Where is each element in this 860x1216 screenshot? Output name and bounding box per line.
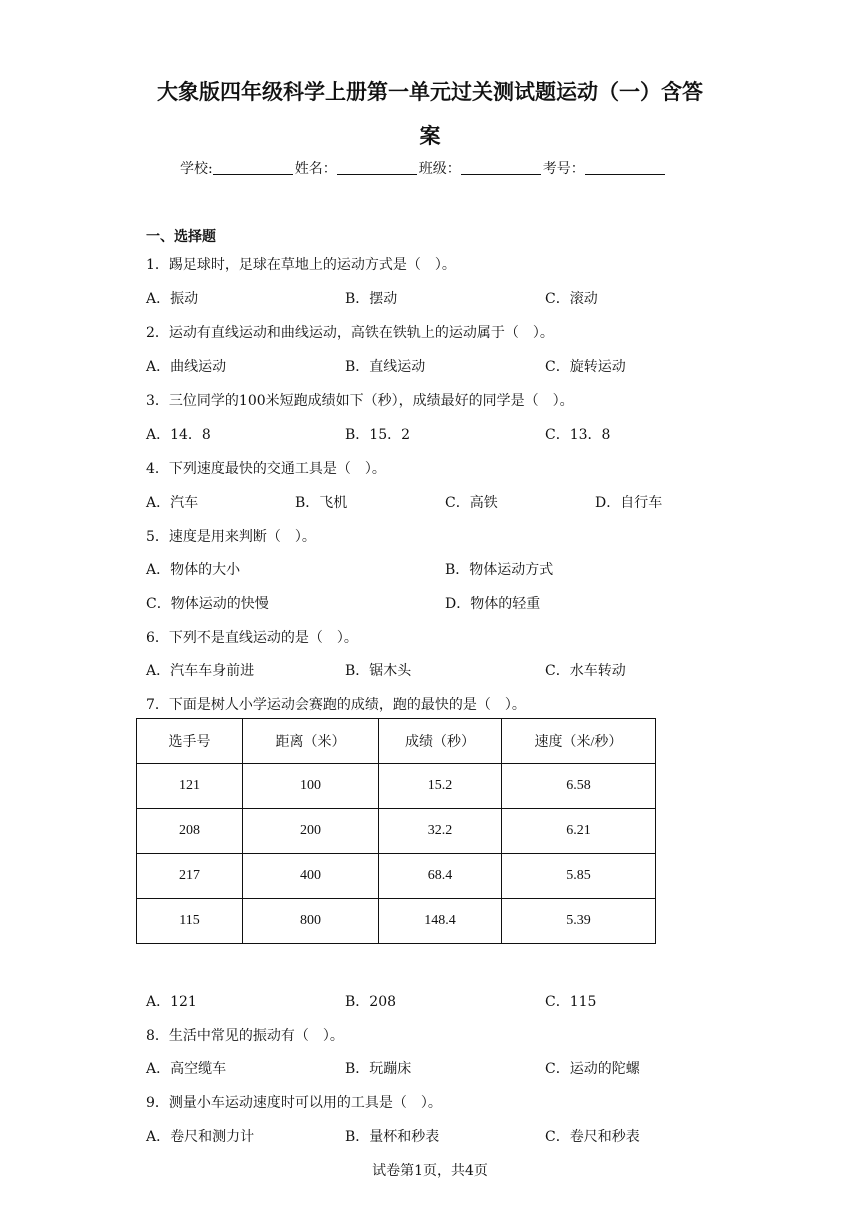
q9-option-b: B．量杯和秒表 bbox=[345, 1129, 440, 1145]
q9-option-c: C．卷尺和秒表 bbox=[545, 1129, 640, 1145]
q6-option-b: B．锯木头 bbox=[345, 663, 412, 679]
q2-option-c: C．旋转运动 bbox=[545, 359, 626, 375]
page-title-line2: 案 bbox=[419, 124, 441, 148]
table-cell: 15.2 bbox=[379, 764, 502, 809]
question-7: 7．下面是树人小学运动会赛跑的成绩，跑的最快的是（ ）。 bbox=[146, 697, 526, 713]
table-cell: 800 bbox=[243, 899, 379, 944]
table-cell: 121 bbox=[137, 764, 243, 809]
q4-option-b: B．飞机 bbox=[295, 495, 348, 511]
table-row bbox=[137, 899, 656, 944]
q7-option-c: C．115 bbox=[545, 994, 597, 1010]
q3-option-b: B．15．2 bbox=[345, 427, 411, 443]
q2-option-a: A．曲线运动 bbox=[146, 359, 227, 375]
q5-option-d: D．物体的轻重 bbox=[445, 596, 541, 612]
name-label: 姓名： bbox=[294, 161, 337, 177]
question-4: 4．下列速度最快的交通工具是（ ）。 bbox=[146, 461, 386, 477]
school-blank[interactable] bbox=[213, 160, 293, 175]
q5-option-a: A．物体的大小 bbox=[146, 562, 241, 578]
q6-option-c: C．水车转动 bbox=[545, 663, 626, 679]
q6-option-a: A．汽车车身前进 bbox=[146, 663, 255, 679]
table-cell: 200 bbox=[243, 809, 379, 854]
q1-option-b: B．摆动 bbox=[345, 291, 398, 307]
header-cell-player: 选手号 bbox=[137, 719, 243, 764]
q1-option-a: A．振动 bbox=[146, 291, 199, 307]
q1-option-c: C．滚动 bbox=[545, 291, 598, 307]
q8-option-b: B．玩蹦床 bbox=[345, 1061, 412, 1077]
page-footer: 试卷第1页，共4页 bbox=[372, 1163, 488, 1179]
question-9: 9．测量小车运动速度时可以用的工具是（ ）。 bbox=[146, 1095, 442, 1111]
page-title-line1: 大象版四年级科学上册第一单元过关测试题运动（一）含答 bbox=[157, 80, 703, 104]
q8-option-a: A．高空缆车 bbox=[146, 1061, 227, 1077]
question-5: 5．速度是用来判断（ ）。 bbox=[146, 529, 316, 545]
q5-option-c: C．物体运动的快慢 bbox=[146, 596, 269, 612]
q4-option-a: A．汽车 bbox=[146, 495, 199, 511]
table-cell: 217 bbox=[137, 854, 243, 899]
table-cell: 6.58 bbox=[502, 764, 656, 809]
student-info bbox=[180, 158, 667, 178]
header-cell-speed: 速度（米/秒） bbox=[502, 719, 656, 764]
table-cell: 68.4 bbox=[379, 854, 502, 899]
table-cell: 148.4 bbox=[379, 899, 502, 944]
question-2: 2．运动有直线运动和曲线运动，高铁在铁轨上的运动属于（ ）。 bbox=[146, 325, 554, 341]
table-row bbox=[137, 764, 656, 809]
q4-option-d: D．自行车 bbox=[595, 495, 663, 511]
question-1: 1．踢足球时，足球在草地上的运动方式是（ ）。 bbox=[146, 257, 456, 273]
q7-option-b: B．208 bbox=[345, 994, 397, 1010]
q8-option-c: C．运动的陀螺 bbox=[545, 1061, 640, 1077]
q4-option-c: C．高铁 bbox=[445, 495, 498, 511]
q7-option-a: A．121 bbox=[146, 994, 197, 1010]
q3-option-a: A．14．8 bbox=[146, 427, 211, 443]
table-cell: 32.2 bbox=[379, 809, 502, 854]
class-blank[interactable] bbox=[461, 160, 541, 175]
class-label: 班级： bbox=[418, 161, 461, 177]
header-cell-distance: 距离（米） bbox=[243, 719, 379, 764]
name-blank[interactable] bbox=[337, 160, 417, 175]
school-label: 学校: bbox=[180, 161, 213, 177]
table-cell: 400 bbox=[243, 854, 379, 899]
table-cell: 5.85 bbox=[502, 854, 656, 899]
table-header-row bbox=[137, 719, 656, 764]
header-cell-time: 成绩（秒） bbox=[379, 719, 502, 764]
section-title: 一、选择题 bbox=[146, 229, 216, 245]
exam-no-blank[interactable] bbox=[585, 160, 665, 175]
table-cell: 5.39 bbox=[502, 899, 656, 944]
q5-option-b: B．物体运动方式 bbox=[445, 562, 554, 578]
table-cell: 100 bbox=[243, 764, 379, 809]
q2-option-b: B．直线运动 bbox=[345, 359, 426, 375]
table-row bbox=[137, 809, 656, 854]
table-row bbox=[137, 854, 656, 899]
q9-option-a: A．卷尺和测力计 bbox=[146, 1129, 255, 1145]
exam-no-label: 考号： bbox=[542, 161, 585, 177]
table-cell: 115 bbox=[137, 899, 243, 944]
table-cell: 6.21 bbox=[502, 809, 656, 854]
table-cell: 208 bbox=[137, 809, 243, 854]
question-3: 3．三位同学的100米短跑成绩如下（秒），成绩最好的同学是（ ）。 bbox=[146, 393, 574, 409]
question-6: 6．下列不是直线运动的是（ ）。 bbox=[146, 630, 358, 646]
question-8: 8．生活中常见的振动有（ ）。 bbox=[146, 1028, 344, 1044]
results-table bbox=[136, 718, 656, 944]
q3-option-c: C．13．8 bbox=[545, 427, 611, 443]
